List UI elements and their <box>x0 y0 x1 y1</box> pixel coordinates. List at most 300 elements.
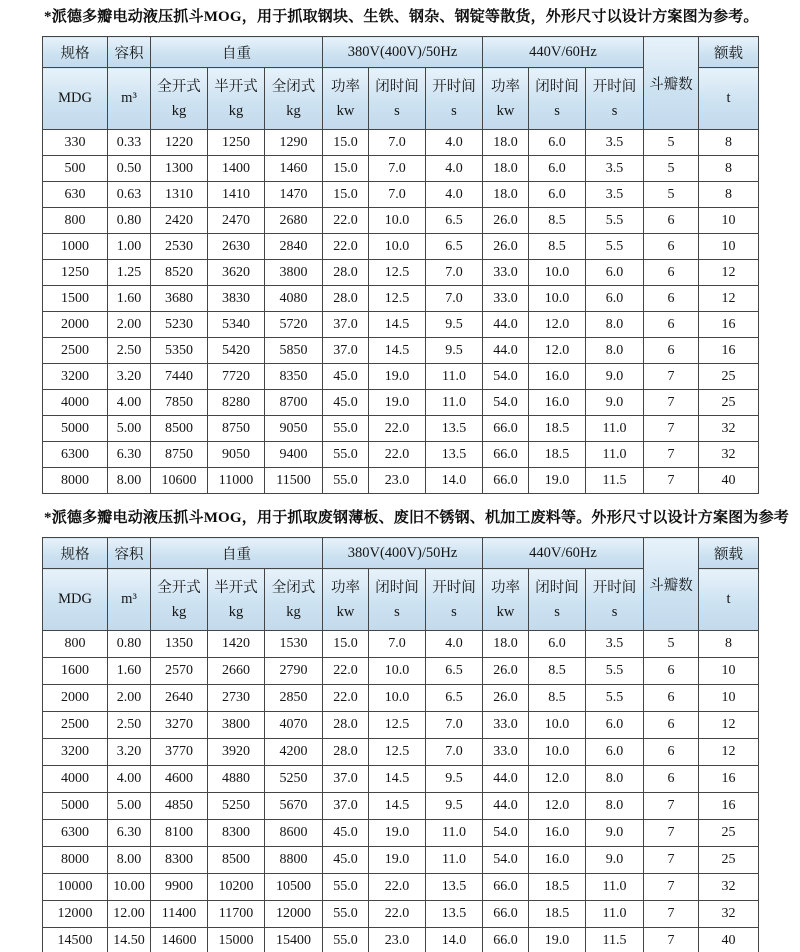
table-cell: 7440 <box>151 364 208 390</box>
table-cell: 6300 <box>43 442 108 468</box>
table-cell: 16.0 <box>529 820 586 847</box>
table-cell: 3270 <box>151 712 208 739</box>
table-cell: 8500 <box>208 847 265 874</box>
table-cell: 3920 <box>208 739 265 766</box>
table-cell: 5.00 <box>108 416 151 442</box>
col-open-time-380: 开时间 s <box>426 68 483 130</box>
table-cell: 1420 <box>208 631 265 658</box>
table-cell: 1310 <box>151 182 208 208</box>
table-cell: 2000 <box>43 312 108 338</box>
table-cell: 9050 <box>265 416 323 442</box>
table-cell: 11.0 <box>426 820 483 847</box>
table-cell: 7 <box>644 442 699 468</box>
table-cell: 0.63 <box>108 182 151 208</box>
table-cell: 25 <box>699 847 759 874</box>
table-cell: 10.0 <box>369 685 426 712</box>
table-cell: 2730 <box>208 685 265 712</box>
table-cell: 5720 <box>265 312 323 338</box>
table-cell: 5350 <box>151 338 208 364</box>
table-cell: 37.0 <box>323 766 369 793</box>
table-cell: 5 <box>644 182 699 208</box>
col-rated-load: 额载 <box>699 538 759 569</box>
table-cell: 6 <box>644 234 699 260</box>
table-cell: 3620 <box>208 260 265 286</box>
table-cell: 45.0 <box>323 390 369 416</box>
table-cell: 19.0 <box>369 390 426 416</box>
header-row-groups <box>43 538 759 569</box>
table-cell: 3.5 <box>586 182 644 208</box>
table-cell: 15.0 <box>323 182 369 208</box>
table-cell: 9.0 <box>586 390 644 416</box>
table-cell: 2530 <box>151 234 208 260</box>
table-cell: 22.0 <box>369 901 426 928</box>
col-blade-count: 斗瓣数 <box>644 538 699 631</box>
table-cell: 19.0 <box>369 820 426 847</box>
table-cell: 19.0 <box>369 847 426 874</box>
table1-header <box>43 37 759 130</box>
col-group-380v: 380V(400V)/50Hz <box>323 37 483 68</box>
table-cell: 19.0 <box>529 468 586 494</box>
table-cell: 40 <box>699 468 759 494</box>
table-cell: 5850 <box>265 338 323 364</box>
col-open-time-440: 开时间 s <box>586 68 644 130</box>
table-cell: 5250 <box>265 766 323 793</box>
table-cell: 14.0 <box>426 468 483 494</box>
table-cell: 11.0 <box>426 390 483 416</box>
table-cell: 14600 <box>151 928 208 952</box>
table-cell: 55.0 <box>323 468 369 494</box>
table-cell: 3.20 <box>108 364 151 390</box>
table-cell: 5420 <box>208 338 265 364</box>
table-cell: 2630 <box>208 234 265 260</box>
table-cell: 10.0 <box>369 208 426 234</box>
col-close-time-440: 闭时间 s <box>529 68 586 130</box>
table-cell: 28.0 <box>323 739 369 766</box>
col-power-440: 功率 kw <box>483 569 529 631</box>
table-cell: 6.5 <box>426 208 483 234</box>
table-cell: 800 <box>43 631 108 658</box>
table-cell: 9.0 <box>586 364 644 390</box>
table-cell: 14.0 <box>426 928 483 952</box>
table-cell: 6.0 <box>529 130 586 156</box>
table-cell: 3680 <box>151 286 208 312</box>
table-cell: 6.0 <box>529 631 586 658</box>
table-cell: 9.0 <box>586 847 644 874</box>
col-open-time-440: 开时间 s <box>586 569 644 631</box>
table-cell: 6.0 <box>586 286 644 312</box>
table-cell: 26.0 <box>483 208 529 234</box>
table-cell: 3200 <box>43 364 108 390</box>
table-cell: 2840 <box>265 234 323 260</box>
table-cell: 9.5 <box>426 338 483 364</box>
table-cell: 22.0 <box>369 416 426 442</box>
table-cell: 0.80 <box>108 208 151 234</box>
col-power-440: 功率 kw <box>483 68 529 130</box>
table-cell: 10.0 <box>529 712 586 739</box>
table-cell: 14.5 <box>369 766 426 793</box>
table-cell: 16 <box>699 338 759 364</box>
table-cell: 4070 <box>265 712 323 739</box>
table-cell: 32 <box>699 874 759 901</box>
table-cell: 2790 <box>265 658 323 685</box>
table-cell: 8 <box>699 156 759 182</box>
table-cell: 7 <box>644 416 699 442</box>
table-cell: 8 <box>699 130 759 156</box>
table-cell: 9.0 <box>586 820 644 847</box>
table-cell: 7720 <box>208 364 265 390</box>
col-volume: 容积 <box>108 538 151 569</box>
table-cell: 8.0 <box>586 793 644 820</box>
table-cell: 5.5 <box>586 208 644 234</box>
table-cell: 19.0 <box>529 928 586 952</box>
table-cell: 32 <box>699 442 759 468</box>
table-cell: 14.5 <box>369 312 426 338</box>
table-cell: 16 <box>699 312 759 338</box>
table-cell: 7 <box>644 901 699 928</box>
table-cell: 26.0 <box>483 685 529 712</box>
table-cell: 16.0 <box>529 847 586 874</box>
table-row <box>43 712 759 739</box>
table-cell: 44.0 <box>483 766 529 793</box>
table-cell: 8.5 <box>529 658 586 685</box>
table-cell: 8.00 <box>108 468 151 494</box>
table-cell: 10 <box>699 658 759 685</box>
table-cell: 55.0 <box>323 442 369 468</box>
table-cell: 8300 <box>151 847 208 874</box>
table-cell: 5250 <box>208 793 265 820</box>
table-cell: 33.0 <box>483 712 529 739</box>
table-cell: 0.33 <box>108 130 151 156</box>
table-cell: 9.5 <box>426 312 483 338</box>
table-row <box>43 312 759 338</box>
table-cell: 8.0 <box>586 766 644 793</box>
table-row <box>43 182 759 208</box>
table-cell: 15.0 <box>323 156 369 182</box>
col-power-380: 功率 kw <box>323 68 369 130</box>
table-cell: 54.0 <box>483 390 529 416</box>
table-cell: 16 <box>699 793 759 820</box>
table-cell: 7.0 <box>426 260 483 286</box>
table-cell: 6 <box>644 739 699 766</box>
table-cell: 22.0 <box>323 685 369 712</box>
table-cell: 8520 <box>151 260 208 286</box>
table-cell: 15000 <box>208 928 265 952</box>
table-cell: 12000 <box>43 901 108 928</box>
table-cell: 7.0 <box>426 286 483 312</box>
table-cell: 1290 <box>265 130 323 156</box>
table-cell: 11.0 <box>426 847 483 874</box>
table-cell: 3830 <box>208 286 265 312</box>
table-cell: 8.5 <box>529 685 586 712</box>
table-cell: 2500 <box>43 712 108 739</box>
col-half-open: 半开式 kg <box>208 68 265 130</box>
table-cell: 45.0 <box>323 364 369 390</box>
table-cell: 6.30 <box>108 820 151 847</box>
table-cell: 1.60 <box>108 286 151 312</box>
table-cell: 6.0 <box>529 156 586 182</box>
table-cell: 7.0 <box>369 130 426 156</box>
table-cell: 37.0 <box>323 338 369 364</box>
table-cell: 10.0 <box>369 234 426 260</box>
table-cell: 32 <box>699 901 759 928</box>
table-cell: 4000 <box>43 390 108 416</box>
table-cell: 0.50 <box>108 156 151 182</box>
table-cell: 11.0 <box>426 364 483 390</box>
table-cell: 3770 <box>151 739 208 766</box>
table-cell: 1400 <box>208 156 265 182</box>
table-cell: 12.5 <box>369 260 426 286</box>
table-cell: 44.0 <box>483 338 529 364</box>
table-cell: 11.0 <box>586 874 644 901</box>
table-cell: 5.00 <box>108 793 151 820</box>
table-cell: 6.5 <box>426 658 483 685</box>
table-row <box>43 658 759 685</box>
table-cell: 1300 <box>151 156 208 182</box>
table-cell: 66.0 <box>483 468 529 494</box>
table-row <box>43 130 759 156</box>
table-cell: 18.5 <box>529 901 586 928</box>
table-cell: 18.5 <box>529 416 586 442</box>
table-cell: 40 <box>699 928 759 952</box>
table-cell: 28.0 <box>323 712 369 739</box>
table-cell: 7.0 <box>426 712 483 739</box>
table-cell: 23.0 <box>369 468 426 494</box>
table-cell: 11.0 <box>586 442 644 468</box>
table-cell: 13.5 <box>426 901 483 928</box>
table-cell: 6.5 <box>426 234 483 260</box>
table-cell: 13.5 <box>426 874 483 901</box>
table-cell: 9.5 <box>426 793 483 820</box>
table-cell: 1220 <box>151 130 208 156</box>
table-cell: 54.0 <box>483 847 529 874</box>
table-cell: 8 <box>699 631 759 658</box>
spec-table-scrap-steel <box>42 537 759 952</box>
table-cell: 12.0 <box>529 766 586 793</box>
table-cell: 18.0 <box>483 130 529 156</box>
table-cell: 44.0 <box>483 793 529 820</box>
table-cell: 66.0 <box>483 416 529 442</box>
table-cell: 12 <box>699 712 759 739</box>
table-cell: 5000 <box>43 793 108 820</box>
table-cell: 2570 <box>151 658 208 685</box>
table-row <box>43 766 759 793</box>
col-rated-load-unit: t <box>699 68 759 130</box>
table-cell: 28.0 <box>323 260 369 286</box>
table-cell: 1460 <box>265 156 323 182</box>
table-cell: 5340 <box>208 312 265 338</box>
table-cell: 8000 <box>43 847 108 874</box>
table-cell: 5 <box>644 130 699 156</box>
col-full-closed: 全闭式 kg <box>265 68 323 130</box>
table-cell: 18.5 <box>529 442 586 468</box>
table-row <box>43 234 759 260</box>
table-cell: 37.0 <box>323 793 369 820</box>
col-volume-unit: m³ <box>108 68 151 130</box>
table-row <box>43 208 759 234</box>
table-cell: 8.5 <box>529 208 586 234</box>
table-cell: 8.0 <box>586 312 644 338</box>
table-row <box>43 793 759 820</box>
table-cell: 10.0 <box>529 260 586 286</box>
table-cell: 5 <box>644 156 699 182</box>
col-full-open: 全开式 kg <box>151 569 208 631</box>
table-cell: 3800 <box>208 712 265 739</box>
table-cell: 8500 <box>151 416 208 442</box>
col-power-380: 功率 kw <box>323 569 369 631</box>
col-close-time-440: 闭时间 s <box>529 569 586 631</box>
table-row <box>43 874 759 901</box>
table-cell: 37.0 <box>323 312 369 338</box>
table-cell: 54.0 <box>483 364 529 390</box>
table-cell: 7 <box>644 364 699 390</box>
table-cell: 11500 <box>265 468 323 494</box>
table-cell: 1250 <box>208 130 265 156</box>
table-cell: 4.00 <box>108 390 151 416</box>
col-spec-unit: MDG <box>43 68 108 130</box>
table-cell: 2.50 <box>108 712 151 739</box>
table-cell: 18.0 <box>483 182 529 208</box>
table-cell: 4080 <box>265 286 323 312</box>
col-blade-count: 斗瓣数 <box>644 37 699 130</box>
table-cell: 11700 <box>208 901 265 928</box>
table-cell: 5670 <box>265 793 323 820</box>
table-cell: 45.0 <box>323 820 369 847</box>
table-cell: 33.0 <box>483 260 529 286</box>
table-cell: 12 <box>699 260 759 286</box>
table-cell: 7 <box>644 468 699 494</box>
col-spec: 规格 <box>43 37 108 68</box>
table-cell: 15.0 <box>323 631 369 658</box>
table-cell: 23.0 <box>369 928 426 952</box>
table-cell: 10600 <box>151 468 208 494</box>
table-cell: 630 <box>43 182 108 208</box>
table-cell: 7.0 <box>426 739 483 766</box>
table-cell: 8600 <box>265 820 323 847</box>
table-cell: 10200 <box>208 874 265 901</box>
table-row <box>43 442 759 468</box>
table-cell: 6 <box>644 208 699 234</box>
section1-title: *派德多瓣电动液压抓斗MOG，用于抓取钢块、生铁、钢杂、钢锭等散货，外形尺寸以设计方案图为参考。 <box>44 9 759 25</box>
table-cell: 6 <box>644 712 699 739</box>
table2-header <box>43 538 759 631</box>
table-cell: 55.0 <box>323 874 369 901</box>
col-rated-load-unit: t <box>699 569 759 631</box>
table-row <box>43 901 759 928</box>
table-cell: 10000 <box>43 874 108 901</box>
table-cell: 7 <box>644 820 699 847</box>
table-cell: 3200 <box>43 739 108 766</box>
col-spec: 规格 <box>43 538 108 569</box>
col-full-closed: 全闭式 kg <box>265 569 323 631</box>
table-cell: 14500 <box>43 928 108 952</box>
table-cell: 5230 <box>151 312 208 338</box>
table-cell: 14.5 <box>369 338 426 364</box>
table-cell: 6 <box>644 312 699 338</box>
table-cell: 3800 <box>265 260 323 286</box>
table-row <box>43 820 759 847</box>
table-cell: 1410 <box>208 182 265 208</box>
table-cell: 4.00 <box>108 766 151 793</box>
table-row <box>43 416 759 442</box>
spec-table-bulk-cargo <box>42 36 759 494</box>
table-cell: 12 <box>699 286 759 312</box>
table-cell: 11400 <box>151 901 208 928</box>
table-row <box>43 338 759 364</box>
table-row <box>43 847 759 874</box>
table-cell: 4.0 <box>426 182 483 208</box>
table-cell: 6 <box>644 658 699 685</box>
table-cell: 1500 <box>43 286 108 312</box>
table-cell: 6.0 <box>586 739 644 766</box>
table-cell: 6.30 <box>108 442 151 468</box>
table-cell: 6 <box>644 685 699 712</box>
table-cell: 55.0 <box>323 928 369 952</box>
table-cell: 7.0 <box>369 156 426 182</box>
table-row <box>43 156 759 182</box>
table-cell: 6.0 <box>529 182 586 208</box>
table-cell: 12.5 <box>369 286 426 312</box>
table-row <box>43 468 759 494</box>
table-cell: 13.5 <box>426 442 483 468</box>
table-cell: 5000 <box>43 416 108 442</box>
table-cell: 6.5 <box>426 685 483 712</box>
table-cell: 9.5 <box>426 766 483 793</box>
table-cell: 16.0 <box>529 364 586 390</box>
table-cell: 14.5 <box>369 793 426 820</box>
table-cell: 12.5 <box>369 712 426 739</box>
header-row-groups <box>43 37 759 68</box>
table-cell: 2420 <box>151 208 208 234</box>
table-cell: 10 <box>699 234 759 260</box>
table-row <box>43 631 759 658</box>
table-cell: 5.5 <box>586 685 644 712</box>
col-volume: 容积 <box>108 37 151 68</box>
table-cell: 55.0 <box>323 901 369 928</box>
table-cell: 11000 <box>208 468 265 494</box>
table-row <box>43 739 759 766</box>
table-cell: 9400 <box>265 442 323 468</box>
col-group-self-weight: 自重 <box>151 37 323 68</box>
table-cell: 6300 <box>43 820 108 847</box>
table-cell: 66.0 <box>483 874 529 901</box>
col-half-open: 半开式 kg <box>208 569 265 631</box>
table-cell: 22.0 <box>323 234 369 260</box>
table-cell: 0.80 <box>108 631 151 658</box>
table-cell: 3.5 <box>586 631 644 658</box>
table-cell: 10.0 <box>529 286 586 312</box>
table-cell: 4600 <box>151 766 208 793</box>
table-cell: 45.0 <box>323 847 369 874</box>
col-close-time-380: 闭时间 s <box>369 68 426 130</box>
table-cell: 8750 <box>151 442 208 468</box>
table-cell: 2850 <box>265 685 323 712</box>
table-cell: 16 <box>699 766 759 793</box>
table-cell: 33.0 <box>483 286 529 312</box>
table-cell: 2660 <box>208 658 265 685</box>
table-cell: 330 <box>43 130 108 156</box>
table-cell: 8.0 <box>586 338 644 364</box>
table-cell: 7 <box>644 847 699 874</box>
table-cell: 25 <box>699 364 759 390</box>
table-cell: 19.0 <box>369 364 426 390</box>
table-cell: 11.0 <box>586 901 644 928</box>
table-cell: 2640 <box>151 685 208 712</box>
table-cell: 7 <box>644 928 699 952</box>
table-cell: 8000 <box>43 468 108 494</box>
table-cell: 8800 <box>265 847 323 874</box>
col-group-380v: 380V(400V)/50Hz <box>323 538 483 569</box>
table-cell: 10.0 <box>369 658 426 685</box>
